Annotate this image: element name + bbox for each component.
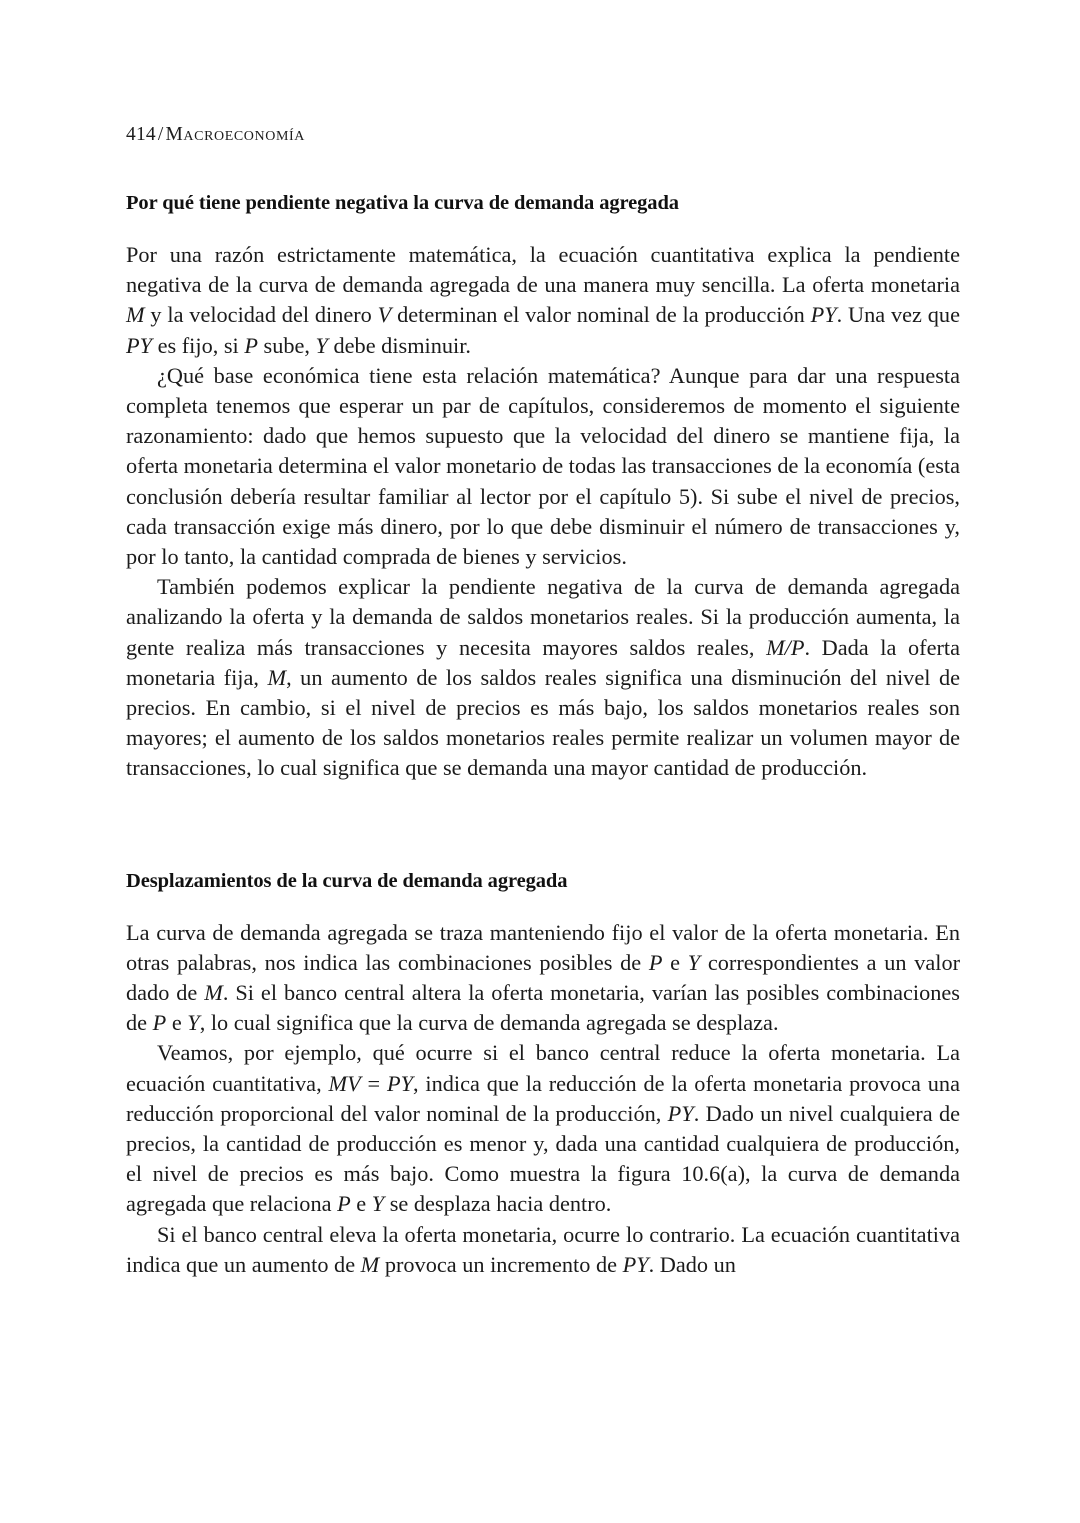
var-money-supply-2: M xyxy=(267,664,287,690)
var-output-3: Y xyxy=(687,949,701,975)
paragraph-mathematical-reason: Por una razón estrictamente matemática, la ecuación cuantitativa explica la pendiente negativa de la curva de demanda agregada de una manera muy sencilla. La oferta monetaria M y la velocidad del dinero V determinan el valor nominal de la producción PY. Una vez que PY es fijo, si P sube, Y debe disminuir. xyxy=(126,242,960,358)
spacer-after-heading-2 xyxy=(126,893,960,918)
var-money-supply-3: M xyxy=(204,980,223,1006)
var-nominal-output: PY xyxy=(810,302,837,328)
var-nominal-output-4: PY xyxy=(622,1251,649,1277)
paragraph-central-bank-raises-money: Si el banco central eleva la oferta monetaria, ocurre lo contrario. La ecuación cuantitativa indica que un aumento de M provoca un incremento de PY. Dado un xyxy=(126,1221,960,1277)
paragraph-curve-drawn-fixed-money: La curva de demanda agregada se traza manteniendo fijo el valor de la oferta monetaria. En otras palabras, nos indica las combinaciones posibles de P e Y correspondientes a un valor dado de M. Si el banco central altera la oferta monetaria, varían las posibles combinaciones de P e Y, lo cual significa que la curva de demanda agregada se desplaza. xyxy=(126,919,961,1036)
paragraph-central-bank-reduces-money: Veamos, por ejemplo, qué ocurre si el banco central reduce la oferta monetaria. La ecuación cuantitativa, MV = PY, indica que la reducción de la oferta monetaria provoca una reducción proporcional del valor nominal de la producción, PY. Dado un nivel cualquiera de precios, la cantidad de producción es menor y, dada una cantidad cualquiera de producción, el nivel de precios es más bajo. Como muestra la figura 10.6(a), la curva de demanda agregada que relaciona P e Y se desplaza hacia dentro. xyxy=(126,1040,961,1217)
paragraph-economic-basis: ¿Qué base económica tiene esta relación matemática? Aunque para dar una respuesta completa tenemos que esperar un par de capítulos, consideremos de momento el siguiente razonamiento: dado que hemos supuesto que la velocidad del dinero se mantiene fija, la oferta monetaria determina el valor monetario de todas las transacciones de la economía (esta conclusión debería resultar familiar al lector por el capítulo 5). Si sube el nivel de precios, cada transacción exige más dinero, por lo que debe disminuir el número de transacciones y, por lo tanto, la cantidad comprada de bienes y servicios. xyxy=(126,362,960,570)
page-folio-number: 414 xyxy=(126,124,156,145)
var-price-level: P xyxy=(244,332,258,358)
var-output-5: Y xyxy=(371,1191,385,1217)
running-head xyxy=(126,124,960,146)
var-price-level-4: P xyxy=(152,1010,167,1036)
var-output: Y xyxy=(315,332,328,358)
section-heading-why-negative-slope: Por qué tiene pendiente negativa la curva de demanda agregada xyxy=(126,192,679,214)
spacer-after-heading-1 xyxy=(126,215,960,240)
var-output-4: Y xyxy=(187,1010,200,1036)
var-price-level-5: P xyxy=(337,1191,351,1217)
running-head-separator: / xyxy=(157,124,164,145)
equation-quantity-theory: MV = PY xyxy=(328,1070,413,1096)
var-nominal-output-3: PY xyxy=(667,1100,694,1126)
spacer-between-sections xyxy=(126,784,960,870)
running-head-book-title: Macroeconomía xyxy=(165,124,305,145)
var-money-supply: M xyxy=(126,302,145,328)
var-nominal-output-2: PY xyxy=(126,332,153,358)
var-velocity: V xyxy=(377,302,392,328)
var-money-supply-4: M xyxy=(360,1251,380,1277)
page-content-column xyxy=(126,124,960,1280)
var-real-balances: M/P xyxy=(766,634,805,660)
section-heading-shifts-of-curve: Desplazamientos de la curva de demanda agregada xyxy=(126,869,568,892)
var-price-level-3: P xyxy=(648,949,663,975)
paragraph-real-balances: También podemos explicar la pendiente negativa de la curva de demanda agregada analizando la oferta y la demanda de saldos monetarios reales. Si la producción aumenta, la gente realiza más transacciones y necesita mayores saldos reales, M/P. Dada la oferta monetaria fija, M, un aumento de los saldos reales significa una disminución del nivel de precios. En cambio, si el nivel de precios es más bajo, los saldos monetarios reales son mayores; el aumento de los saldos monetarios reales permite realizar un volumen mayor de transacciones, lo cual significa que se demanda una mayor cantidad de producción. xyxy=(126,574,961,781)
